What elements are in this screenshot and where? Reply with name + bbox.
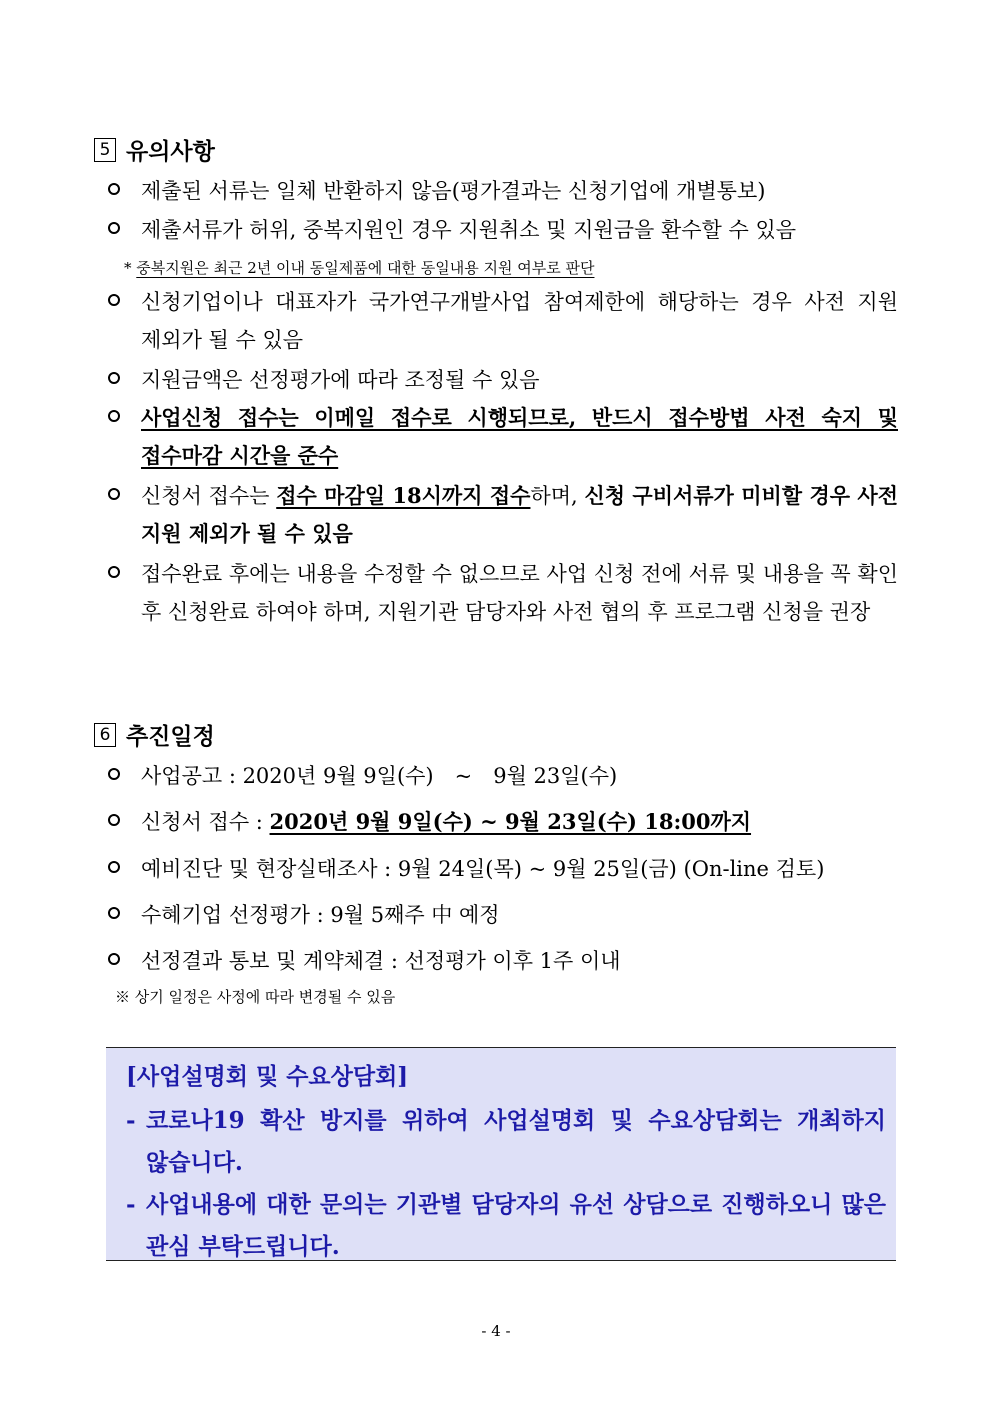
list-item-text: 사업신청 접수는 이메일 접수로 시행되므로, 반드시 접수방법 사전 숙지 및 접수마감 시간을 준수 bbox=[141, 405, 898, 468]
list-item bbox=[108, 850, 898, 888]
list-item bbox=[108, 172, 898, 210]
schedule-note: ※ 상기 일정은 사정에 따라 변경될 수 있음 bbox=[115, 988, 396, 1006]
circle-bullet-icon bbox=[108, 814, 120, 826]
list-item-text: 신청기업이나 대표자가 국가연구개발사업 참여제한에 해당하는 경우 사전 지원 제외가 될 수 있음 bbox=[141, 290, 898, 352]
notice-text: 코로나19 확산 방지를 위하여 사업설명회 및 수요상담회는 개최하지 않습니다. bbox=[146, 1107, 886, 1176]
footnote-text: 중복지원은 최근 2년 이내 동일제품에 대한 동일내용 지원 여부로 판단 bbox=[136, 259, 595, 277]
notice-item bbox=[126, 1100, 886, 1184]
circle-bullet-icon bbox=[108, 294, 120, 306]
list-item bbox=[108, 361, 898, 399]
circle-bullet-icon bbox=[108, 222, 120, 234]
list-item-text: 제출서류가 허위, 중복지원인 경우 지원취소 및 지원금을 환수할 수 있음 bbox=[141, 218, 797, 242]
list-item bbox=[108, 803, 898, 841]
schedule-text: 수혜기업 선정평가 : 9월 5째주 中 예정 bbox=[141, 903, 500, 927]
list-item bbox=[108, 283, 898, 359]
list-item bbox=[108, 477, 898, 553]
deadline-emphasis: 접수 마감일 18시까지 접수 bbox=[276, 483, 531, 508]
dash-bullet: - bbox=[126, 1191, 136, 1218]
list-item bbox=[108, 896, 898, 934]
schedule-text: 선정결과 통보 및 계약체결 : 선정평가 이후 1주 이내 bbox=[141, 949, 621, 973]
schedule-text bbox=[141, 803, 898, 841]
section-number-box: 6 bbox=[94, 723, 116, 747]
list-item-text: 제출된 서류는 일체 반환하지 않음(평가결과는 신청기업에 개별통보) bbox=[141, 179, 766, 203]
section-title: 유의사항 bbox=[126, 139, 215, 165]
dash-bullet: - bbox=[126, 1107, 136, 1134]
list-item bbox=[108, 757, 898, 795]
list-item bbox=[108, 399, 898, 475]
text-run: 신청서 접수는 bbox=[141, 484, 277, 508]
page-number: - 4 - bbox=[481, 1322, 511, 1340]
circle-bullet-icon bbox=[108, 488, 120, 500]
text-run: 하며, bbox=[530, 484, 585, 508]
section-title: 추진일정 bbox=[126, 724, 215, 750]
circle-bullet-icon bbox=[108, 768, 120, 780]
circle-bullet-icon bbox=[108, 566, 120, 578]
footnote bbox=[124, 257, 594, 279]
circle-bullet-icon bbox=[108, 861, 120, 873]
circle-bullet-icon bbox=[108, 410, 120, 422]
notice-box bbox=[106, 1047, 896, 1261]
section-heading-5 bbox=[94, 133, 215, 166]
circle-bullet-icon bbox=[108, 953, 120, 965]
list-item bbox=[108, 555, 898, 631]
list-item bbox=[108, 942, 898, 980]
circle-bullet-icon bbox=[108, 372, 120, 384]
notice-heading: [사업설명회 및 수요상담회] bbox=[126, 1063, 409, 1090]
list-item-text: 접수완료 후에는 내용을 수정할 수 없으므로 사업 신청 전에 서류 및 내용을 꼭 확인 후 신청완료 하여야 하며, 지원기관 담당자와 사전 협의 후 프로그램 신청을 권장 bbox=[141, 562, 898, 624]
list-item bbox=[108, 211, 898, 249]
schedule-text: 사업공고 : 2020년 9월 9일(수) ~ 9월 23일(수) bbox=[141, 764, 618, 788]
text-run: 신청서 접수 : bbox=[141, 810, 270, 834]
requirement-emphasis: 신청 구비서류가 미비할 경우 사전 지원 제외가 될 수 있음 bbox=[141, 483, 898, 546]
section-number-box: 5 bbox=[94, 138, 116, 162]
schedule-text: 예비진단 및 현장실태조사 : 9월 24일(목) ~ 9월 25일(금) (On-line 검토) bbox=[141, 857, 825, 881]
notice-item bbox=[126, 1184, 886, 1268]
application-period: 2020년 9월 9일(수) ~ 9월 23일(수) 18:00까지 bbox=[269, 809, 752, 834]
list-item-text bbox=[141, 477, 898, 553]
circle-bullet-icon bbox=[108, 183, 120, 195]
notice-text: 사업내용에 대한 문의는 기관별 담당자의 유선 상담으로 진행하오니 많은 관심 부탁드립니다. bbox=[146, 1191, 886, 1260]
circle-bullet-icon bbox=[108, 907, 120, 919]
footnote-star: * bbox=[124, 259, 132, 277]
list-item-text: 지원금액은 선정평가에 따라 조정될 수 있음 bbox=[141, 368, 540, 392]
section-heading-6 bbox=[94, 718, 215, 751]
